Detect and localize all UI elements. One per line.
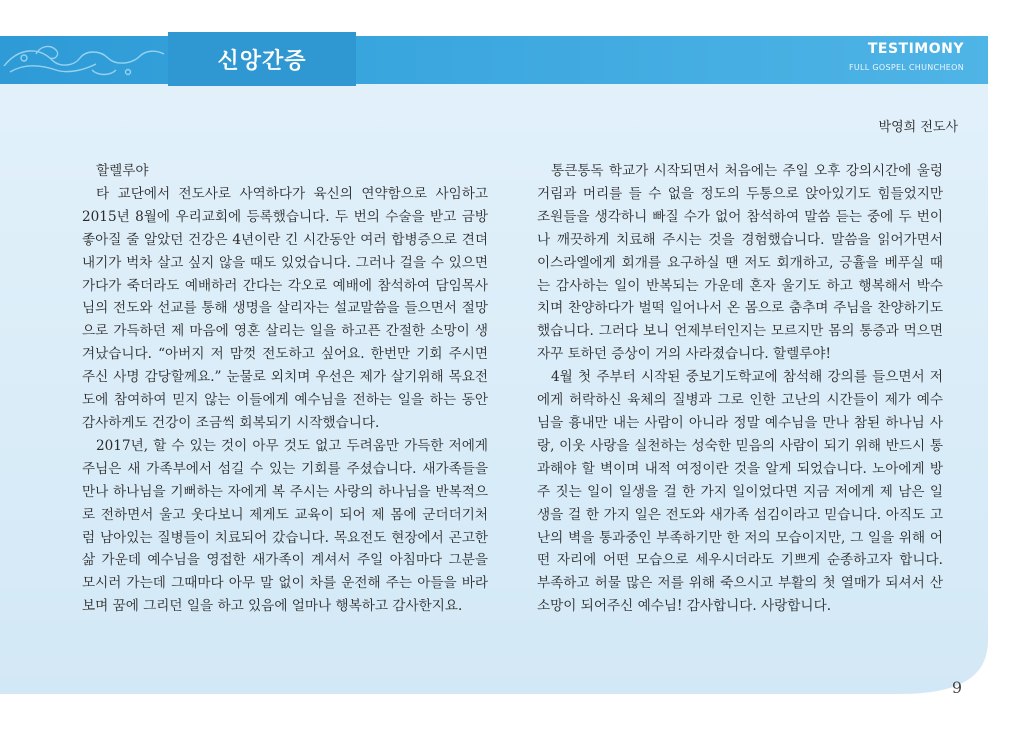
page-corner-curve <box>900 600 1024 731</box>
swirl-ornament-icon <box>0 36 170 84</box>
section-title-box <box>168 32 356 86</box>
church-name: FULL GOSPEL CHUNCHEON <box>848 63 964 72</box>
left-column <box>82 160 488 618</box>
page-number: 9 <box>951 678 962 697</box>
paragraph: 2017년, 할 수 있는 것이 아무 것도 없고 두려움만 가득한 저에게 주님은 새 가족부에서 섬길 수 있는 기회를 주셨습니다. 새가족들을 만나 하나님을 기뻐하는 자에게 복 주시는 사랑의 하나님을 반복적으로 전하면서 울고 웃다보니 제게도 교육이 되어 제 몸에 군더더기처럼 남아있는 질병들이 치료되어 갔습니다. 목요전도 현장에서 곤고한 삶 가운데 예수님을 영접한 새가족이 계셔서 주일 아침마다 그분을 모시러 가는데 그때마다 아무 말 없이 차를 운전해 주는 아들을 바라보며 꿈에 그리던 일을 하고 있음에 얼마나 행복하고 감사한지요. <box>82 437 488 615</box>
paragraph: 할렐루야 <box>96 163 149 179</box>
author-name: 박영희 전도사 <box>878 120 958 135</box>
paragraph: 통큰통독 학교가 시작되면서 처음에는 주일 오후 강의시간에 울렁거림과 머리를 들 수 없을 정도의 두통으로 앉아있기도 힘들었지만 조원들을 생각하니 빠질 수가 없어 참석하여 말씀 듣는 중에 두 번이나 깨끗하게 치료해 주시는 것을 경험했습니다. 말씀을 읽어가면서 이스라엘에게 회개를 요구하실 땐 저도 회개하고, 긍휼을 베푸실 때는 감사하는 일이 반복되는 가운데 혼자 울기도 하고 행복해서 박수치며 찬양하다가 벌떡 일어나서 온 몸으로 춤추며 주님을 찬양하기도 했습니다. 그러다 보니 언제부터인지는 모르지만 몸의 통증과 먹으면 자꾸 토하던 증상이 거의 사라졌습니다. 할렐루야! <box>537 163 943 363</box>
section-title: 신앙간증 <box>217 48 307 74</box>
paragraph: 4월 첫 주부터 시작된 중보기도학교에 참석해 강의를 들으면서 저에게 허락하신 육체의 질병과 그로 인한 고난의 시간들이 제가 예수님을 흉내만 내는 사람이 아니라 정말 예수님을 만나 참된 하나님 사랑, 이웃 사랑을 실천하는 성숙한 믿음의 사람이 되기 위해 반드시 통과해야 할 벽이며 내적 여정이란 것을 알게 되었습니다. 노아에게 방주 짓는 일이 일생을 걸 한 가지 일이었다면 지금 저에게 제 남은 일생을 걸 한 가지 일은 전도와 새가족 섬김이라고 믿습니다. 아직도 고난의 벽을 통과중인 부족하기만 한 저의 모습이지만, 그 일을 위해 어떤 자리에 어떤 모습으로 세우시더라도 기쁘게 순종하고자 합니다. 부족하고 허물 많은 저를 위해 죽으시고 부활의 첫 열매가 되셔서 산 소망이 되어주신 예수님! 감사합니다. 사랑합니다. <box>537 369 943 615</box>
paragraph: 타 교단에서 전도사로 사역하다가 육신의 연약함으로 사임하고 2015년 8월에 우리교회에 등록했습니다. 두 번의 수술을 받고 금방 좋아질 줄 알았던 건강은 4년이란 긴 시간동안 여러 합병증으로 견뎌내기가 벅차 살고 싶지 않을 때도 있었습니다. 그러나 걸을 수 있으면 가다가 죽더라도 예배하러 간다는 각오로 예배에 참석하여 담임목사님의 전도와 선교를 통해 생명을 살리자는 설교말씀을 들으면서 절망으로 가득하던 제 마음에 영혼 살리는 일을 하고픈 간절한 소망이 생겨났습니다. “아버지 저 맘껏 전도하고 싶어요. 한번만 기회 주시면 주신 사명 감당할께요.” 눈물로 외치며 우선은 제가 살기위해 목요전도에 참여하여 믿지 않는 이들에게 예수님을 전하는 일을 하는 동안 감사하게도 건강이 조금씩 회복되기 시작했습니다. <box>82 185 488 431</box>
section-tag: TESTIMONY <box>867 41 964 57</box>
right-column <box>537 160 943 618</box>
